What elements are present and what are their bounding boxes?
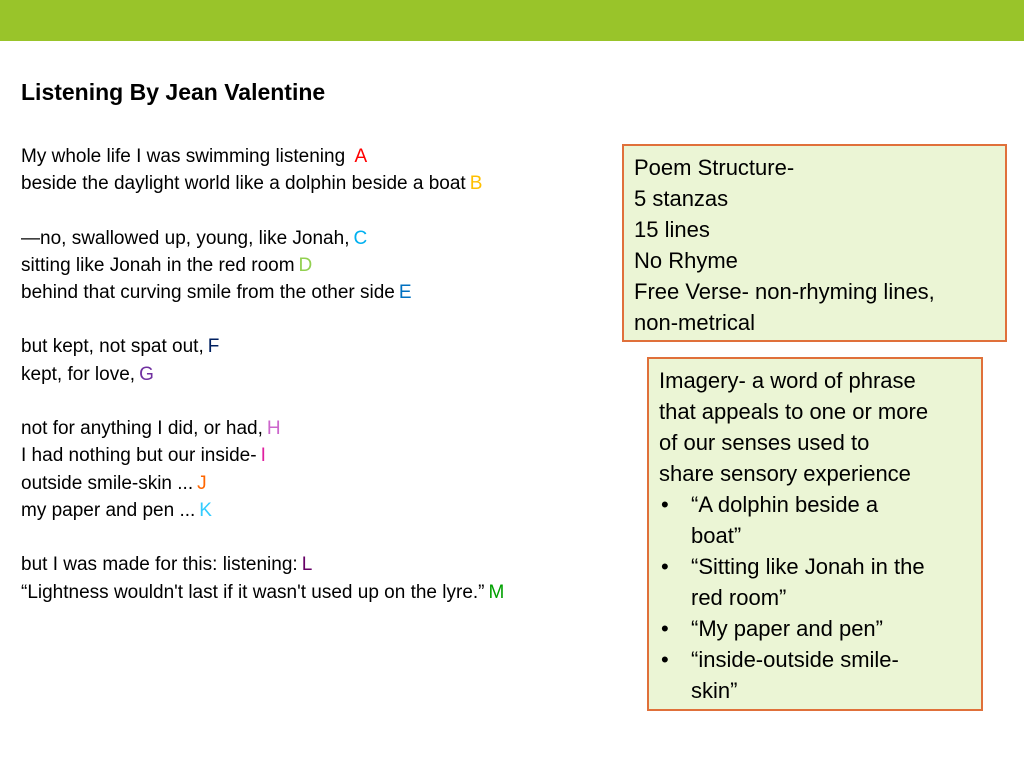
poem-stanza [21,143,611,198]
rhyme-label: K [199,499,212,521]
poem-line [21,361,611,388]
poem-text [21,143,611,633]
slide-title: Listening By Jean Valentine [21,79,326,105]
poem-line [21,551,611,578]
rhyme-label: H [266,418,281,440]
imagery-definition-line: share sensory experience [659,461,911,486]
poem-stanza [21,225,611,307]
poem-line [21,579,611,606]
structure-rhyme: No Rhyme [634,248,738,273]
poem-line [21,470,611,497]
example-text-line: “Sitting like Jonah in the [691,554,925,579]
poem-line-text: but I was made for this: listening: [21,554,298,576]
example-text-line: boat” [691,523,742,548]
structure-heading: Poem Structure- [634,155,795,180]
imagery-definition-line: Imagery- a word of phrase [659,368,916,393]
poem-line-text: My whole life I was swimming listening [21,146,351,167]
poem-line-text: —no, swallowed up, young, like Jonah, [21,227,350,249]
poem-line-text: outside smile-skin ... [21,472,194,494]
example-text-line: “inside-outside smile- [691,647,899,672]
rhyme-label: I [260,445,266,467]
imagery-example-item [659,489,971,551]
imagery-example-item [659,551,971,613]
poem-line-text: but kept, not spat out, [21,336,204,358]
structure-stanzas: 5 stanzas [634,186,729,211]
poem-line-text: my paper and pen ... [21,499,196,521]
poem-line [21,279,611,306]
poem-line [21,225,611,252]
poem-line [21,497,611,524]
rhyme-label: A [354,146,368,167]
poem-line [21,415,611,442]
poem-line [21,170,611,197]
poem-line-text: sitting like Jonah in the red room [21,254,295,276]
rhyme-label: L [301,554,313,576]
structure-lines: 15 lines [634,217,710,242]
example-text-line: “My paper and pen” [691,616,883,641]
poem-line [21,333,611,360]
top-accent-bar [0,0,1024,41]
structure-metrical: non-metrical [634,310,756,335]
poem-structure-box [622,144,1007,342]
rhyme-label: B [469,173,483,195]
poem-stanza [21,551,611,606]
rhyme-label: F [207,336,220,358]
rhyme-label: C [353,227,368,249]
bullet-icon: • [661,616,669,641]
poem-line-text: kept, for love, [21,363,136,385]
poem-line-text: beside the daylight world like a dolphin beside a boat [21,173,466,195]
rhyme-label: M [488,581,505,603]
example-text-line: skin” [691,678,738,703]
poem-line [21,252,611,279]
rhyme-label: D [298,254,313,276]
imagery-examples-list [659,489,971,706]
poem-line-text: behind that curving smile from the other side [21,282,395,304]
poem-line [21,143,611,170]
poem-line-text: not for anything I did, or had, [21,418,263,440]
structure-free-verse: Free Verse- non-rhyming lines, [634,279,935,304]
example-text-line: “A dolphin beside a [691,492,879,517]
poem-line-text: I had nothing but our inside- [21,445,257,467]
rhyme-label: J [197,472,207,494]
example-text-line: red room” [691,585,787,610]
imagery-example-item [659,613,971,644]
poem-line [21,442,611,469]
poem-stanza [21,415,611,524]
bullet-icon: • [661,492,669,517]
poem-stanza [21,333,611,388]
bullet-icon: • [661,554,669,579]
imagery-definition-line: of our senses used to [659,430,870,455]
rhyme-label: E [398,282,412,304]
imagery-box [647,357,983,711]
bullet-icon: • [661,647,669,672]
rhyme-label: G [139,363,154,385]
imagery-definition-line: that appeals to one or more [659,399,929,424]
imagery-example-item [659,644,971,706]
poem-line-text: “Lightness wouldn't last if it wasn't used up on the lyre.” [21,581,485,603]
